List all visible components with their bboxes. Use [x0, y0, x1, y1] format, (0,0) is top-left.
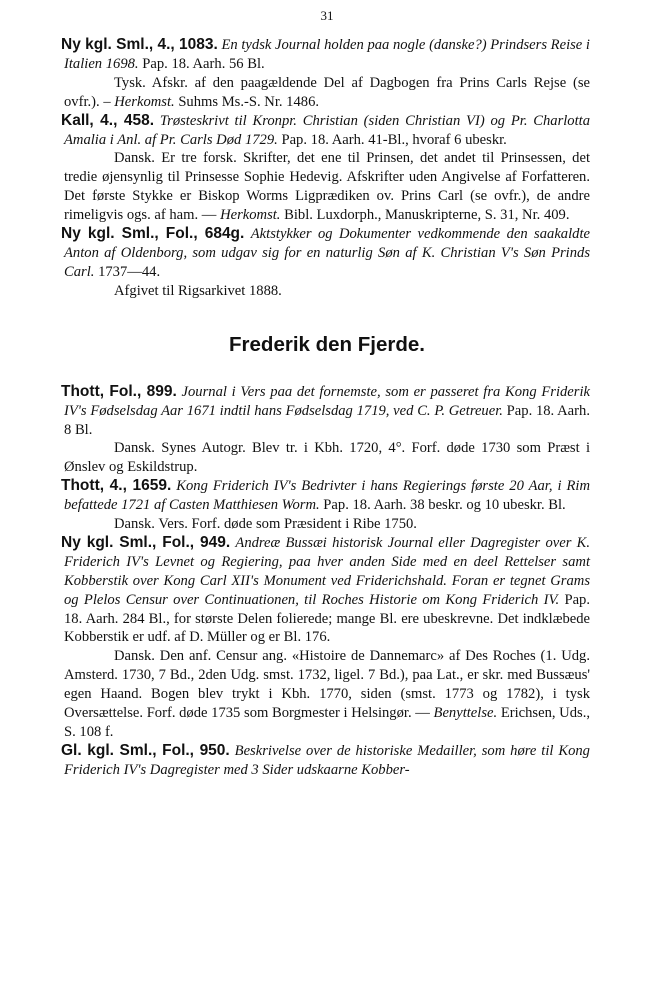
section-heading: Frederik den Fjerde.: [229, 332, 425, 356]
note-text: Dansk. Synes Autogr. Blev tr. i Kbh. 1720, 4°. Forf. døde 1730 som Præst i Ønslev og Eskildstrup.: [64, 440, 590, 476]
entry-title: Beskrivelse over de historiske Medailler, som høre til Kong Friderich IV's Dagregister med 3 Sider udskaarne Kobber-: [64, 742, 590, 778]
entry-note: [64, 149, 590, 225]
entry-shelfmark: Thott, 4., 1659.: [61, 477, 172, 495]
entry-shelfmark: Ny kgl. Sml., Fol., 949.: [61, 533, 231, 551]
note-label: Benyttelse.: [433, 705, 498, 722]
catalog-entry: [61, 741, 590, 780]
entry-physical: Pap. 18. Aarh. 56 Bl.: [142, 55, 265, 72]
note-text: Bibl. Luxdorph., Manuskripterne, S. 31, Nr. 409.: [280, 207, 570, 224]
entry-title: Kong Friderich IV's Bedrivter i hans Regierings første 20 Aar, i Rim befattede 1721 af Casten Matthiesen Worm.: [64, 478, 590, 514]
note-label: Herkomst.: [220, 207, 281, 224]
catalog-entry: [61, 111, 591, 150]
entry-physical: Pap. 18. Aarh. 38 beskr. og 10 ubeskr. Bl.: [323, 497, 566, 514]
entry-title: Journal i Vers paa det fornemste, som er passeret fra Kong Friderik IV's Fødselsdag Aar 1671 indtil hans Fødselsdag 1719, ved C. P. Getreuer.: [64, 383, 590, 419]
entries-top: [61, 36, 591, 301]
entry-shelfmark: Ny kgl. Sml., Fol., 684g.: [61, 225, 245, 243]
page-number: 31: [320, 8, 334, 23]
entry-shelfmark: Gl. kgl. Sml., Fol., 950.: [61, 741, 230, 759]
catalog-entry: [61, 225, 590, 282]
catalog-entry: [61, 36, 590, 74]
catalog-entry: [61, 382, 590, 440]
entries-bottom: [61, 382, 590, 780]
note-text: Erichsen, Uds., S. 108 f.: [64, 705, 590, 740]
entry-note: [64, 515, 590, 534]
note-text: Suhms Ms.-S. Nr. 1486.: [174, 93, 320, 110]
entry-title: Trøsteskrivt til Kronpr. Christian (siden Christian VI) og Pr. Charlotta Amalia i Anl. af Pr. Carls Død 1729.: [64, 112, 591, 148]
entry-title: Aktstykker og Dokumenter vedkommende den saakaldte Anton af Oldenborg, som udgav sig for en naturlig Søn af K. Christian V's Søn Prinds Carl.: [64, 226, 590, 280]
entry-physical: 1737—44.: [98, 263, 161, 280]
entry-shelfmark: Ny kgl. Sml., 4., 1083.: [61, 36, 218, 53]
entry-note: [64, 647, 590, 742]
entry-note: [64, 74, 590, 112]
note-text: Dansk. Den anf. Censur ang. «Histoire de Dannemarc» af Des Roches (1. Udg. Amsterd. 1730, 7 Bd., 2den Udg. smst. 1732, ligel. 7 Bd.), paa Lat., er skr. med Bussæus' egen Haand. Bogen blev trykt i Kbh. 1770, siden (smst. 1773 og 1782), i tysk Oversættelse. Forf. døde 1735 som Borgmester i Helsingør. —: [64, 648, 590, 722]
entry-shelfmark: Kall, 4., 458.: [61, 111, 155, 129]
catalog-entry: [61, 477, 590, 515]
document-page: [61, 8, 591, 780]
entry-physical: Pap. 18. Aarh. 41-Bl., hvoraf 6 ubeskr.: [281, 131, 507, 148]
entry-title: En tydsk Journal holden paa nogle (danske?) Prindsers Reise i Italien 1698.: [64, 37, 590, 72]
note-text: Dansk. Er tre forsk. Skrifter, det ene til Prinsen, det andet til Prinsessen, det tredie øjensynlig til Prinsesse Sophie Hedevig. Afskrifter uden Angivelse af Forfatteren. Det første Stykke er Biskop Worms Ligprædiken ov. Prins Carl (se ovfr.), de andre rimeligvis ogs. af ham. —: [64, 150, 590, 224]
entry-shelfmark: Thott, Fol., 899.: [61, 382, 177, 400]
note-text: Tysk. Afskr. af den paagældende Del af Dagbogen fra Prins Carls Rejse (se ovfr.). –: [64, 74, 590, 110]
catalog-entry: [61, 533, 590, 647]
note-text: Dansk. Vers. Forf. døde som Præsident i Ribe 1750.: [114, 516, 417, 533]
entry-physical: Pap. 18. Aarh. 284 Bl., for største Delen folierede; mange Bl. ere ubeskrevne. Det indklæbede Kobberstik er udf. af D. Müller og er Bl. 176.: [64, 591, 590, 646]
entry-title: Andreæ Bussæi historisk Journal eller Dagregister over K. Friderich IV's Levnet og Regiering, paa hver anden Side med en deel Rettelser samt Kobberstik over Kong Carl XII's Monument ved Friderichshald. Foran er tegnet Grams og Plelos Censur over Continuationen, til Roches Historie om Kong Friderich IV.: [64, 534, 590, 608]
entry-note: [64, 439, 590, 477]
note-label: Herkomst.: [114, 93, 175, 110]
entry-physical: Pap. 18. Aarh. 8 Bl.: [64, 402, 590, 438]
entry-remark: Afgivet til Rigsarkivet 1888.: [114, 282, 282, 299]
